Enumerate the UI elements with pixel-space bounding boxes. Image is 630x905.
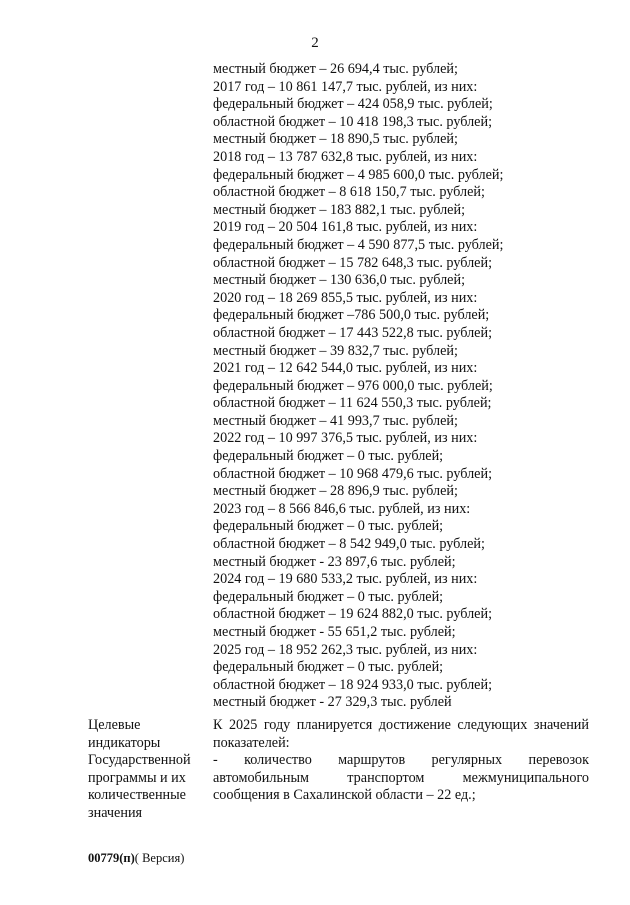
budget-line: местный бюджет - 27 329,3 тыс. рублей: [213, 694, 452, 711]
budget-line: федеральный бюджет – 424 058,9 тыс. рублей;: [213, 96, 493, 113]
budget-line: областной бюджет – 18 924 933,0 тыс. рублей;: [213, 676, 493, 693]
budget-line: местный бюджет – 18 890,5 тыс. рублей;: [213, 131, 458, 148]
budget-line: 2024 год – 19 680 533,2 тыс. рублей, из них:: [213, 571, 478, 588]
budget-line: федеральный бюджет –786 500,0 тыс. рублей;: [213, 307, 490, 324]
budget-line: областной бюджет – 15 782 648,3 тыс. рублей;: [213, 254, 493, 271]
budget-line: федеральный бюджет – 0 тыс. рублей;: [213, 448, 444, 465]
indicator-item-line: - количество маршрутов регулярных перевозок: [213, 752, 589, 769]
budget-line: областной бюджет – 8 542 949,0 тыс. рублей;: [213, 536, 485, 553]
budget-line: 2025 год – 18 952 262,3 тыс. рублей, из них:: [213, 641, 478, 658]
budget-line: областной бюджет – 8 618 150,7 тыс. рублей;: [213, 184, 485, 201]
budget-line: 2019 год – 20 504 161,8 тыс. рублей, из них:: [213, 219, 478, 236]
indicators-text-line: показателей:: [213, 734, 290, 751]
budget-line: местный бюджет - 55 651,2 тыс. рублей;: [213, 624, 456, 640]
budget-line: федеральный бюджет – 0 тыс. рублей;: [213, 659, 444, 676]
budget-line: областной бюджет – 17 443 522,8 тыс. рублей;: [213, 324, 493, 341]
budget-line: федеральный бюджет – 0 тыс. рублей;: [213, 588, 444, 605]
budget-line: областной бюджет – 10 418 198,3 тыс. рублей;: [213, 113, 493, 130]
budget-line: 2021 год – 12 642 544,0 тыс. рублей, из них:: [213, 360, 478, 377]
budget-line: местный бюджет – 39 832,7 тыс. рублей;: [213, 342, 458, 359]
budget-line: местный бюджет – 41 993,7 тыс. рублей;: [213, 412, 458, 429]
budget-line: федеральный бюджет – 4 985 600,0 тыс. рублей;: [213, 166, 504, 183]
page-number: 2: [311, 35, 319, 51]
budget-line: местный бюджет - 23 897,6 тыс. рублей;: [213, 553, 456, 570]
indicator-item-line: автомобильным транспортом межмуниципального: [213, 769, 589, 786]
document-code: [88, 851, 184, 866]
indicators-label-line: значения: [88, 804, 143, 821]
budget-line: местный бюджет – 183 882,1 тыс. рублей;: [213, 201, 466, 218]
budget-line: местный бюджет – 26 694,4 тыс. рублей;: [213, 61, 458, 77]
indicators-label-line: количественные: [88, 787, 186, 804]
budget-line: 2022 год – 10 997 376,5 тыс. рублей, из них:: [213, 430, 478, 447]
budget-line: областной бюджет – 11 624 550,3 тыс. рублей;: [213, 395, 492, 412]
budget-line: 2023 год – 8 566 846,6 тыс. рублей, из них:: [213, 500, 471, 517]
indicators-label: [88, 717, 210, 823]
budget-line: областной бюджет – 19 624 882,0 тыс. рублей;: [213, 606, 493, 623]
indicator-item-line: сообщения в Сахалинской области – 22 ед.;: [213, 787, 476, 804]
indicators-label-line: Государственной: [88, 752, 191, 769]
budget-line: 2017 год – 10 861 147,7 тыс. рублей, из них:: [213, 78, 478, 95]
budget-line: местный бюджет – 28 896,9 тыс. рублей;: [213, 483, 458, 500]
budget-line: местный бюджет – 130 636,0 тыс. рублей;: [213, 272, 466, 289]
budget-list: [213, 61, 613, 712]
indicators-label-line: программы и их: [88, 769, 186, 786]
budget-line: 2020 год – 18 269 855,5 тыс. рублей, из них:: [213, 289, 478, 306]
indicators-label-line: индикаторы: [88, 734, 161, 751]
budget-line: федеральный бюджет – 4 590 877,5 тыс. рублей;: [213, 236, 504, 253]
document-code-number: 00779(п): [88, 851, 135, 865]
indicators-text-line: К 2025 году планируется достижение следующих значений: [213, 717, 589, 733]
indicators-content: [213, 717, 589, 805]
budget-line: областной бюджет – 10 968 479,6 тыс. рублей;: [213, 465, 493, 482]
indicators-label-line: Целевые: [88, 717, 141, 733]
budget-line: федеральный бюджет – 0 тыс. рублей;: [213, 518, 444, 535]
budget-line: 2018 год – 13 787 632,8 тыс. рублей, из них:: [213, 148, 478, 165]
budget-line: федеральный бюджет – 976 000,0 тыс. рублей;: [213, 377, 493, 394]
document-version: ( Версия): [134, 851, 185, 865]
